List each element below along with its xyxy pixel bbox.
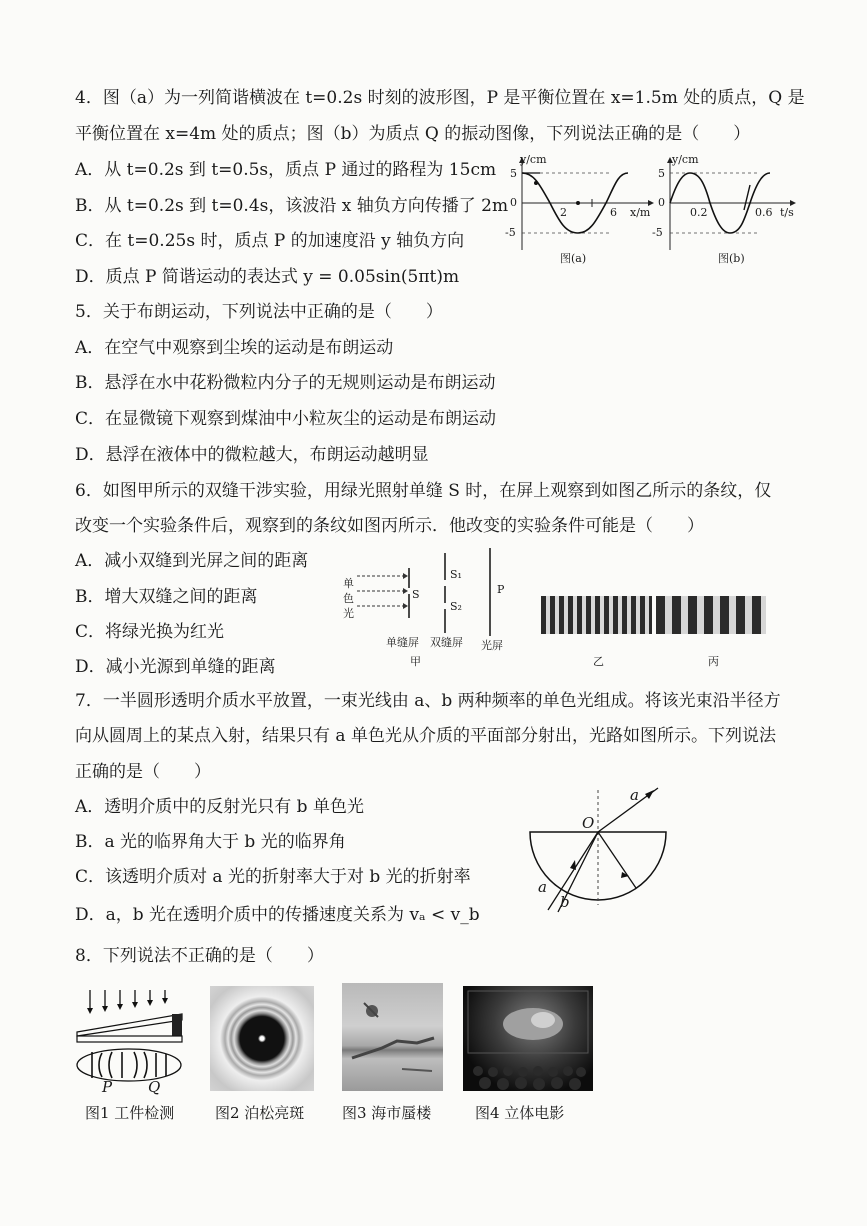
q6-stem-line1: 6．如图甲所示的双缝干涉实验，用绿光照射单缝 S 时，在屏上观察到如图乙所示的条纹，仅 xyxy=(75,481,772,501)
q6-label-P: P xyxy=(497,583,505,596)
q6-option-a: A．减小双缝到光屏之间的距离 xyxy=(75,551,309,571)
q6-light-char2: 色 xyxy=(343,592,354,605)
q7-option-d: D．a，b 光在透明介质中的传播速度关系为 vₐ < v_b xyxy=(75,905,480,925)
q6-option-d: D．减小光源到单缝的距离 xyxy=(75,657,276,677)
q4b-origin: 0 xyxy=(658,196,665,209)
q8-caption-fig3: 图3 海市蜃楼 xyxy=(342,1104,432,1122)
q4a-caption: 图(a) xyxy=(560,252,587,265)
q6-option-b: B．增大双缝之间的距离 xyxy=(75,587,258,607)
q8-fig3-mirage-image xyxy=(342,983,443,1091)
q4-option-a: A．从 t=0.2s 到 t=0.5s，质点 P 通过的路程为 15cm xyxy=(75,160,497,180)
q8-caption-fig1: 图1 工件检测 xyxy=(85,1104,175,1122)
q6-label-jia: 甲 xyxy=(410,655,421,668)
q7-option-c: C．该透明介质对 a 光的折射率大于对 b 光的折射率 xyxy=(75,867,471,887)
q4a-xtick-2: 2 xyxy=(560,206,567,219)
q4a-xtick-6: 6 xyxy=(610,206,617,219)
q6-single-slit-label: 单缝屏 xyxy=(386,636,419,649)
q6-label-yi: 乙 xyxy=(593,655,604,668)
q6-screen-label: 光屏 xyxy=(481,639,503,652)
q8-fig1-workpiece-inspection xyxy=(72,990,192,1095)
q7-label-b-in: b xyxy=(560,893,570,911)
q6-label-S2: S₂ xyxy=(450,600,462,613)
q6-double-slit-label: 双缝屏 xyxy=(430,636,463,649)
q4b-ybottom: -5 xyxy=(652,226,663,239)
q4a-origin: 0 xyxy=(510,196,517,209)
q4-option-c: C．在 t=0.25s 时，质点 P 的加速度沿 y 轴负方向 xyxy=(75,231,465,251)
q4b-ylabel: y/cm xyxy=(672,153,699,166)
q4b-ttick-0.6: 0.6 xyxy=(755,206,773,219)
q5-option-c: C．在显微镜下观察到煤油中小粒灰尘的运动是布朗运动 xyxy=(75,409,497,429)
q4b-ytop: 5 xyxy=(658,167,665,180)
q7-stem-line3: 正确的是（ ） xyxy=(75,762,211,782)
q6-stem-line2: 改变一个实验条件后，观察到的条纹如图丙所示．他改变的实验条件可能是（ ） xyxy=(75,516,704,536)
q8-fig4-3d-movie-image xyxy=(463,986,593,1091)
q8-caption-fig2: 图2 泊松亮斑 xyxy=(215,1104,305,1122)
q4b-xlabel: t/s xyxy=(780,206,794,219)
q5-option-d: D．悬浮在液体中的微粒越大，布朗运动越明显 xyxy=(75,445,429,465)
q7-option-b: B．a 光的临界角大于 b 光的临界角 xyxy=(75,832,346,852)
q8-stem: 8．下列说法不正确的是（ ） xyxy=(75,946,324,966)
q4a-ytop: 5 xyxy=(510,167,517,180)
q4-option-d: D．质点 P 简谐运动的表达式 y = 0.05sin(5πt)m xyxy=(75,267,460,287)
q4-stem-line1: 4．图（a）为一列简谐横波在 t=0.2s 时刻的波形图，P 是平衡位置在 x=1.5m 处的质点，Q 是 xyxy=(75,88,805,108)
q4a-xlabel: x/m xyxy=(630,206,651,219)
q8-caption-fig4: 图4 立体电影 xyxy=(475,1104,565,1122)
q6-option-c: C．将绿光换为红光 xyxy=(75,622,225,642)
q7-stem-line2: 向从圆周上的某点入射，结果只有 a 单色光从介质的平面部分射出，光路如图所示。下列说法 xyxy=(75,726,776,746)
q6-fringe-pattern-yi xyxy=(541,596,652,634)
q4-stem-line2: 平衡位置在 x=4m 处的质点；图（b）为质点 Q 的振动图像，下列说法正确的是（ ） xyxy=(75,124,751,144)
q6-light-char1: 单 xyxy=(343,577,354,590)
q7-label-a-in: a xyxy=(538,878,547,896)
q8-fig1-label-Q: Q xyxy=(148,1078,161,1096)
q8-fig1-label-P: P xyxy=(102,1078,113,1096)
q6-label-S1: S₁ xyxy=(450,568,462,581)
q4-option-b: B．从 t=0.2s 到 t=0.4s，该波沿 x 轴负方向传播了 2m xyxy=(75,196,509,216)
q6-light-char3: 光 xyxy=(343,607,354,620)
q6-fringe-pattern-bing xyxy=(656,596,766,634)
q5-option-a: A．在空气中观察到尘埃的运动是布朗运动 xyxy=(75,338,394,358)
q5-stem: 5．关于布朗运动，下列说法中正确的是（ ） xyxy=(75,302,443,322)
q7-semicircle-figure xyxy=(518,780,678,920)
q4a-ybottom: -5 xyxy=(505,226,516,239)
q4b-ttick-0.2: 0.2 xyxy=(690,206,708,219)
q4a-ylabel: y/cm xyxy=(520,153,547,166)
q5-option-b: B．悬浮在水中花粉微粒内分子的无规则运动是布朗运动 xyxy=(75,373,496,393)
q7-stem-line1: 7．一半圆形透明介质水平放置，一束光线由 a、b 两种频率的单色光组成。将该光束沿半径方 xyxy=(75,691,781,711)
q6-apparatus-figure xyxy=(335,548,515,648)
q4-figure-b xyxy=(650,155,800,265)
q6-label-S: S xyxy=(412,588,420,601)
q6-label-bing: 丙 xyxy=(708,655,719,668)
q7-option-a: A．透明介质中的反射光只有 b 单色光 xyxy=(75,797,364,817)
q7-label-a-out: a xyxy=(630,786,639,804)
q4b-caption: 图(b) xyxy=(718,252,745,265)
q8-fig2-poisson-spot-image xyxy=(210,986,314,1091)
q7-label-O: O xyxy=(582,814,595,832)
